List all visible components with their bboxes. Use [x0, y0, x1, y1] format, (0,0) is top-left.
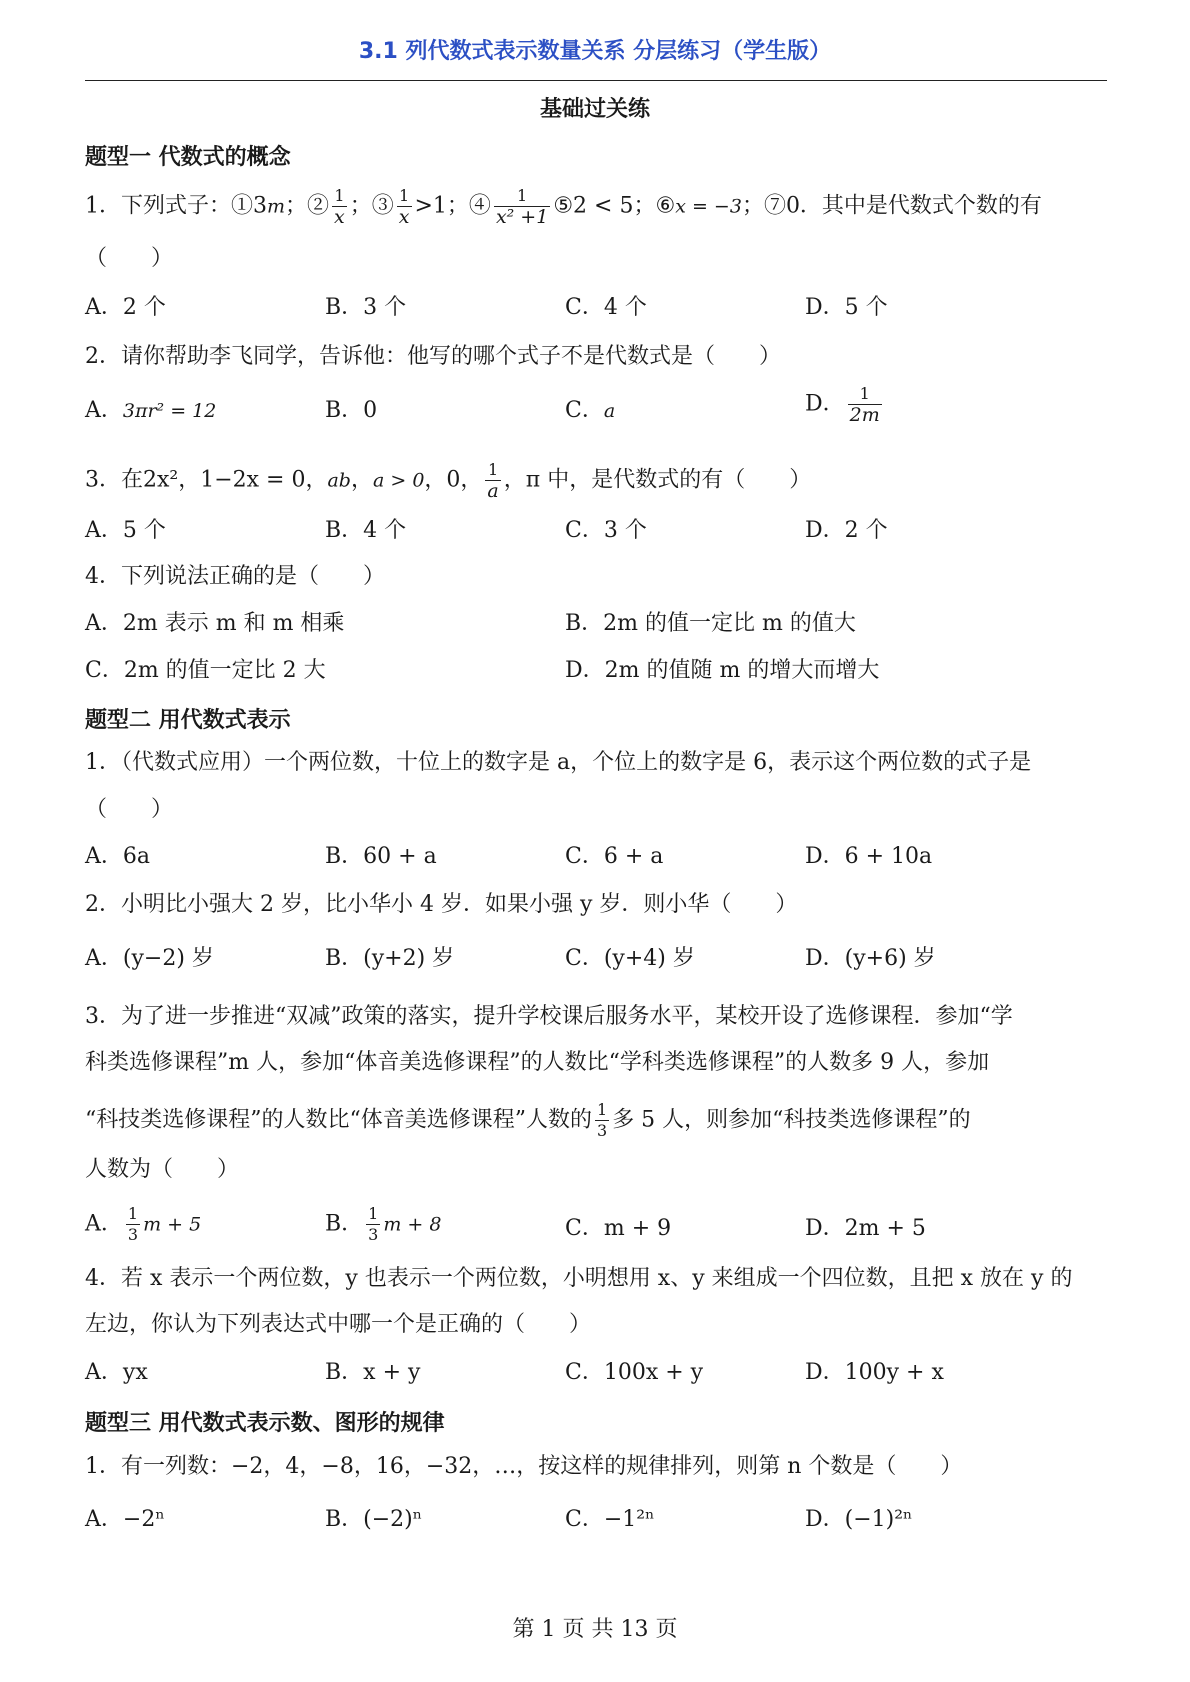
page-footer: 第 1 页 共 13 页 [512, 1617, 678, 1642]
document-title: 3.1 列代数式表示数量关系 分层练习（学生版） [358, 39, 832, 64]
t2-q4-option-b: B．x + y [325, 1360, 421, 1385]
t1-q1-stem [85, 186, 1042, 227]
t1-q4-stem: 4．下列说法正确的是（ ） [85, 564, 385, 589]
frac-num: 1 [848, 384, 882, 405]
t1-q1-paren: （ ） [85, 246, 174, 271]
t1-q3-expr-ab: ab [327, 469, 351, 492]
option-frac [126, 1204, 140, 1245]
t1-q3-frac [485, 460, 500, 501]
frac-den: 2m [849, 404, 880, 426]
t1-q1-text-g: ⑤2 < 5；⑥ [553, 193, 676, 219]
frac-num: 1 [485, 460, 500, 481]
t3-q1-option-b: B．(−2)ⁿ [325, 1507, 423, 1532]
t1-q1-expr-x: x = −3 [675, 195, 742, 218]
frac-den: x [398, 206, 410, 228]
type3-heading: 题型三 用代数式表示数、图形的规律 [85, 1411, 445, 1436]
t2-q2-option-b: B．(y+2) 岁 [325, 946, 455, 971]
frac-num: 1 [494, 186, 550, 207]
frac-den: 3 [127, 1225, 139, 1244]
t2-q1-paren: （ ） [85, 797, 174, 822]
t2-q3-line2: 科类选修课程”m 人，参加“体音美选修课程”的人数比“学科类选修课程”的人数多 9 人，参加 [85, 1050, 990, 1075]
t2-q3-option-c: C．m + 9 [565, 1216, 672, 1241]
t2-q3-option-b [325, 1204, 441, 1245]
option-label: A． [85, 1211, 123, 1237]
t1-q1-text-a: 1．下列式子：①3 [85, 193, 267, 219]
frac-den: x [334, 206, 345, 228]
t1-q2-stem: 2．请你帮助李飞同学，告诉他：他写的哪个式子不是代数式是（ ） [85, 344, 781, 369]
t2-q2-option-d: D．(y+6) 岁 [805, 946, 936, 971]
t1-q4-option-b: B．2m 的值一定比 m 的值大 [565, 611, 856, 636]
t1-q2-option-c [565, 396, 615, 426]
t2-q4-option-d: D．100y + x [805, 1360, 944, 1385]
option-label: D． [805, 391, 845, 417]
option-expr: 3πr² = 12 [122, 400, 217, 422]
t2-q1-option-d: D．6 + 10a [805, 844, 933, 869]
t1-q2-option-a [85, 396, 216, 426]
t1-q3-text-e: ，0， [424, 467, 483, 493]
type2-heading: 题型二 用代数式表示 [85, 708, 291, 733]
t1-q1-var-m: m [267, 195, 286, 218]
option-label: B． [325, 1211, 364, 1237]
t1-q4-option-c: C．2m 的值一定比 2 大 [85, 658, 326, 683]
t2-q2-option-c: C．(y+4) 岁 [565, 946, 695, 971]
t1-q2-option-d [805, 384, 885, 425]
t2-q3-line3 [85, 1100, 971, 1141]
t1-q3-stem [85, 460, 811, 501]
t2-q2-option-a: A．(y−2) 岁 [85, 946, 214, 971]
frac-den: a [487, 480, 499, 502]
t1-q1-option-a: A．2 个 [85, 295, 166, 320]
t2-q3-line4: 人数为（ ） [85, 1157, 240, 1182]
option-expr: m + 5 [143, 1213, 202, 1236]
t2-q4-line1: 4．若 x 表示一个两位数，y 也表示一个两位数，小明想用 x、y 来组成一个四位数，且把 x 放在 y 的 [85, 1266, 1073, 1291]
t1-q1-option-b: B．3 个 [325, 295, 407, 320]
t3-q1-option-a: A．−2ⁿ [85, 1507, 165, 1532]
t1-q1-frac3 [494, 186, 550, 227]
t1-q1-option-c: C．4 个 [565, 295, 647, 320]
type1-heading: 题型一 代数式的概念 [85, 145, 291, 170]
t2-q4-option-c: C．100x + y [565, 1360, 704, 1385]
t1-q1-text-i: ；⑦0．其中是代数式个数的有 [741, 193, 1042, 219]
t1-q1-option-d: D．5 个 [805, 295, 888, 320]
t2-q1-option-b: B．60 + a [325, 844, 437, 869]
frac-num: 1 [397, 186, 412, 207]
t3-q1-option-c: C．−1²ⁿ [565, 1507, 655, 1532]
section-title: 基础过关练 [539, 97, 650, 122]
frac-num: 1 [597, 1100, 608, 1119]
t1-q1-frac2 [397, 186, 412, 227]
option-expr: m + 8 [383, 1213, 442, 1236]
t1-q3-option-b: B．4 个 [325, 518, 407, 543]
t2-q4-option-a: A．yx [85, 1360, 148, 1385]
frac-den: 3 [368, 1225, 379, 1244]
t2-q3-line3-a: “科技类选修课程”的人数比“体音美选修课程”人数的 [85, 1107, 592, 1133]
t1-q4-option-a: A．2m 表示 m 和 m 相乘 [85, 611, 345, 636]
t1-q3-text-a: 3．在2x²，1−2x = 0， [85, 467, 328, 493]
frac-num: 1 [127, 1204, 139, 1223]
t1-q1-text-d: ；③ [349, 193, 394, 219]
t2-q1-stem: 1．（代数式应用）一个两位数，十位上的数字是 a，个位上的数字是 6，表示这个两位数的式子是 [85, 750, 1032, 775]
t2-q3-option-a [85, 1204, 201, 1245]
t1-q3-option-a: A．5 个 [85, 518, 166, 543]
t1-q3-expr-a: a > 0 [373, 469, 425, 492]
frac-num: 1 [368, 1204, 379, 1223]
t1-q3-text-c: ， [350, 467, 373, 493]
header-divider [85, 80, 1107, 81]
t2-q3-frac [595, 1100, 609, 1141]
frac-den: 3 [597, 1121, 608, 1140]
frac-num: 1 [332, 186, 347, 207]
t3-q1-stem: 1．有一列数：−2，4，−8，16，−32，…，按这样的规律排列，则第 n 个数是（ ） [85, 1454, 963, 1479]
t1-q3-text-g: ，π 中，是代数式的有（ ） [503, 467, 812, 493]
option-frac [366, 1204, 380, 1245]
t1-q1-frac1 [332, 186, 347, 227]
t2-q2-stem: 2．小明比小强大 2 岁，比小华小 4 岁．如果小强 y 岁．则小华（ ） [85, 892, 798, 917]
option-label: C． [565, 398, 604, 423]
option-label: A． [85, 398, 123, 423]
t1-q2-option-b: B．0 [325, 398, 378, 423]
t1-q1-text-e: >1；④ [414, 193, 491, 219]
t3-q1-option-d: D．(−1)²ⁿ [805, 1507, 913, 1532]
t1-q4-option-d: D．2m 的值随 m 的增大而增大 [565, 658, 880, 683]
t1-q3-option-d: D．2 个 [805, 518, 888, 543]
t2-q3-option-d: D．2m + 5 [805, 1216, 926, 1241]
t1-q1-text-c: ；② [285, 193, 330, 219]
option-expr: a [603, 400, 616, 422]
t2-q4-line2: 左边，你认为下列表达式中哪一个是正确的（ ） [85, 1312, 592, 1337]
t2-q1-option-a: A．6a [85, 844, 151, 869]
t2-q3-line1: 3．为了进一步推进“双减”政策的落实，提升学校课后服务水平，某校开设了选修课程．参加“学 [85, 1004, 1013, 1029]
t1-q3-option-c: C．3 个 [565, 518, 647, 543]
t2-q1-option-c: C．6 + a [565, 844, 664, 869]
frac-den: x² +1 [495, 206, 549, 228]
option-frac [848, 384, 882, 425]
t2-q3-line3-b: 多 5 人，则参加“科技类选修课程”的 [612, 1107, 971, 1133]
